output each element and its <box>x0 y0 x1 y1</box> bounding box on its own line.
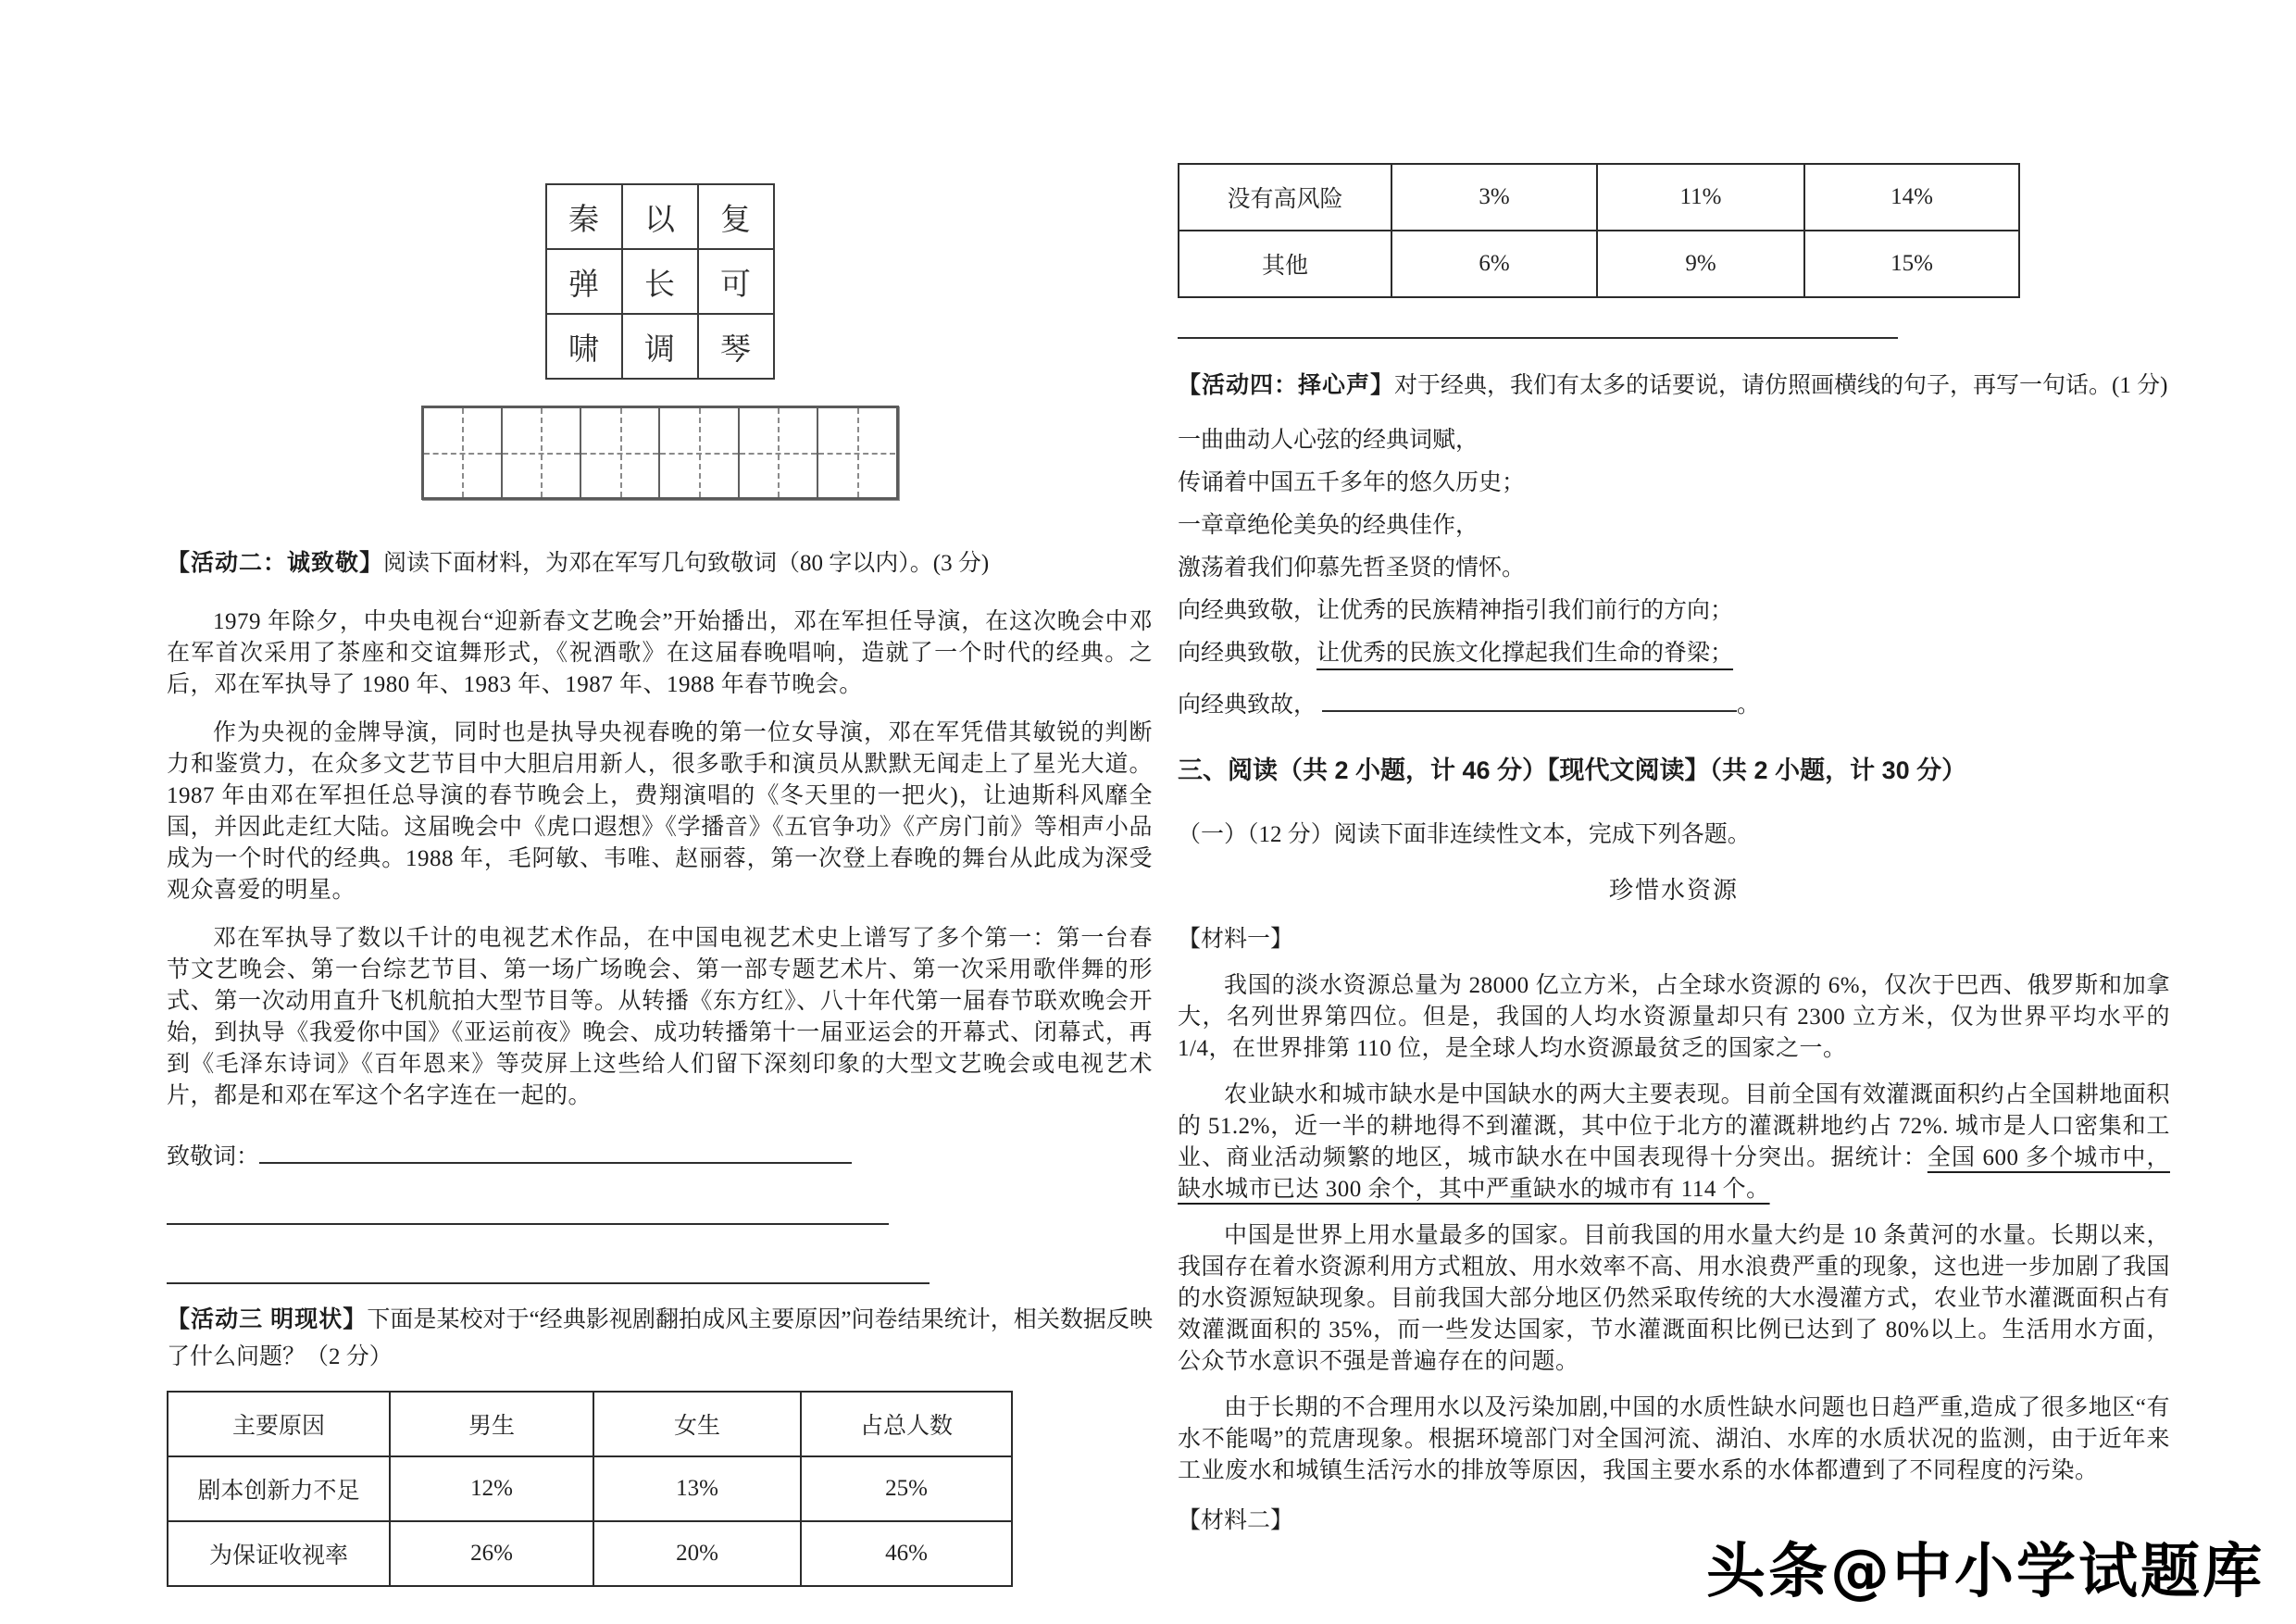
table-cell: 14% <box>1804 164 2019 231</box>
table-header-cell: 女生 <box>593 1392 801 1456</box>
writing-cell <box>503 408 581 497</box>
underlined-statistic: 全国 600 多个城市中，缺水城市已达 300 余个，其中严重缺水的城市有 114 个。 <box>1178 1145 2170 1202</box>
activity2-heading: 【活动二：诚致敬】阅读下面材料，为邓在军写几句致敬词（80 字以内）。(3 分) <box>167 550 990 576</box>
risk-survey-table <box>1178 163 2020 298</box>
table-header-cell: 男生 <box>390 1392 593 1456</box>
tribute-answer-line <box>167 1136 1153 1171</box>
answer-blank-line <box>167 1282 930 1284</box>
poem-block <box>1178 429 2170 717</box>
writing-cell <box>424 408 503 497</box>
writing-cell <box>740 408 818 497</box>
char-grid-cell: 弹 <box>546 249 622 314</box>
char-grid-cell: 秦 <box>546 184 622 249</box>
poem-line: 一章章绝伦美奂的经典佳作， <box>1178 513 1479 538</box>
left-column <box>167 183 1153 1587</box>
material1-paragraph: 我国的淡水资源总量为 28000 亿立方米，占全球水资源的 6%，仅次于巴西、俄罗斯和加拿大，名列世界第四位。但是，我国的人均水资源量却只有 2300 立方米，仅为世界平均水平的 1/4，在世界排第 110 位，是全球人均水资源最贫乏的国家之一。 <box>1178 973 2170 1061</box>
answer-blank-line <box>167 1223 889 1225</box>
activity4-heading-tag: 【活动四：择心声】 <box>1178 372 1395 398</box>
activity2-heading-tag: 【活动二：诚致敬】 <box>167 550 384 576</box>
table-cell: 9% <box>1597 231 1804 297</box>
table-cell: 3% <box>1391 164 1597 231</box>
poem-line: 向经典致敬，让优秀的民族精神指引我们前行的方向； <box>1178 598 1734 623</box>
table-cell: 6% <box>1391 231 1597 297</box>
writing-cell <box>581 408 660 497</box>
table-header-cell: 主要原因 <box>168 1392 390 1456</box>
section3-heading: 三、阅读（共 2 小题，计 46 分）【现代文阅读】（共 2 小题，计 30 分） <box>1178 756 1967 784</box>
char-grid-cell: 琴 <box>698 314 774 379</box>
survey-table <box>167 1391 1013 1587</box>
material1-paragraph: 由于长期的不合理用水以及污染加剧,中国的水质性缺水问题也日趋严重,造成了很多地区“有水不能喝”的荒唐现象。根据环境部门对全国河流、湖泊、水库的水质状况的监测，由于近年来工业废水和城镇生活污水的排放等原因，我国主要水系的水体都遭到了不同程度的污染。 <box>1178 1395 2170 1483</box>
table-cell: 20% <box>593 1521 801 1586</box>
table-cell: 剧本创新力不足 <box>168 1456 390 1521</box>
activity3-heading-tag: 【活动三 明现状】 <box>167 1306 368 1332</box>
tribute-answer-blank <box>259 1136 852 1164</box>
right-column <box>1178 163 2170 1537</box>
subsection1-line: （一）（12 分）阅读下面非连续性文本，完成下列各题。 <box>1178 822 1751 847</box>
activity2-paragraph: 1979 年除夕，中央电视台“迎新春文艺晚会”开始播出，邓在军担任导演，在这次晚会中邓在军首次采用了茶座和交谊舞形式，《祝酒歌》在这届春晚唱响，造就了一个时代的经典。之后，邓在军执导了 1980 年、1983 年、1987 年、1988 年春节晚会。 <box>167 609 1153 697</box>
material1-paragraph: 中国是世界上用水量最多的国家。目前我国的用水量大约是 10 条黄河的水量。长期以来，我国存在着水资源利用方式粗放、用水效率不高、用水浪费严重的现象，这也进一步加剧了我国的水资源短缺现象。目前我国大部分地区仍然采取传统的大水漫灌方式，农业节水灌溉面积占有效灌溉面积的 35%，而一些发达国家，节水灌溉面积比例已达到了 80%以上。生活用水方面，公众节水意识不强是普遍存在的问题。 <box>1178 1223 2170 1374</box>
table-cell: 12% <box>390 1456 593 1521</box>
table-header-cell: 占总人数 <box>801 1392 1012 1456</box>
watermark-logo: 头条@中小学试题库 <box>1706 1538 2265 1606</box>
writing-practice-grid <box>421 406 899 500</box>
char-grid-cell: 长 <box>622 249 698 314</box>
table-cell: 26% <box>390 1521 593 1586</box>
tribute-label: 致敬词： <box>167 1144 260 1169</box>
table-cell: 15% <box>1804 231 2019 297</box>
passage-title: 珍惜水资源 <box>1608 877 1739 904</box>
activity3-heading: 【活动三 明现状】下面是某校对于“经典影视剧翻拍成风主要原因”问卷结果统计，相关数据反映了什么问题？（2 分） <box>167 1306 1153 1369</box>
table-cell: 13% <box>593 1456 801 1521</box>
answer-blank-line <box>1178 337 1898 339</box>
material2-label: 【材料二】 <box>1178 1508 1294 1533</box>
char-grid-cell: 以 <box>622 184 698 249</box>
activity4-heading: 【活动四：择心声】对于经典，我们有太多的话要说，请仿照画横线的句子，再写一句话。(1 分) <box>1178 372 2168 398</box>
poem-line: 传诵着中国五千多年的悠久历史； <box>1178 470 1526 495</box>
material1-label: 【材料一】 <box>1178 927 1294 952</box>
table-row <box>1179 231 2019 297</box>
poem-line-blank: 向经典致故， 。 <box>1178 684 2170 717</box>
table-cell: 46% <box>801 1521 1012 1586</box>
table-cell: 没有高风险 <box>1179 164 1391 231</box>
table-cell: 其他 <box>1179 231 1391 297</box>
poem-line-underlined: 向经典致敬，让优秀的民族文化撑起我们生命的脊梁； <box>1178 641 1734 666</box>
underlined-model-sentence: 让优秀的民族文化撑起我们生命的脊梁； <box>1316 641 1734 666</box>
activity2-paragraph: 作为央视的金牌导演，同时也是执导央视春晚的第一位女导演，邓在军凭借其敏锐的判断力和鉴赏力，在众多文艺节目中大胆启用新人，很多歌手和演员从默默无闻走上了星光大道。1987 年由邓在军担任总导演的春节晚会上，费翔演唱的《冬天里的一把火)，让迪斯科风靡全国，并因此走红大陆。这届晚会中《虎口遐想》《学播音》《五官争功》《产房门前》等相声小品成为一个时代的经典。1988 年，毛阿敏、韦唯、赵丽蓉，第一次登上春晚的舞台从此成为深受观众喜爱的明星。 <box>167 720 1153 903</box>
char-grid-cell: 可 <box>698 249 774 314</box>
poem-answer-blank <box>1322 684 1737 712</box>
char-grid-cell: 调 <box>622 314 698 379</box>
char-grid-cell: 啸 <box>546 314 622 379</box>
table-cell: 25% <box>801 1456 1012 1521</box>
writing-cell <box>660 408 739 497</box>
table-row <box>1179 164 2019 231</box>
material1-paragraph: 农业缺水和城市缺水是中国缺水的两大主要表现。目前全国有效灌溉面积约占全国耕地面积的 51.2%，近一半的耕地得不到灌溉，其中位于北方的灌溉耕地约占 72%. 城市是人口密集和工业、商业活动频繁的地区，城市缺水在中国表现得十分突出。据统计：全国 600 多个城市中，缺水城市已达 300 余个，其中严重缺水的城市有 114 个。 <box>1178 1082 2170 1202</box>
poem-line: 一曲曲动人心弦的经典词赋， <box>1178 428 1479 453</box>
table-cell: 11% <box>1597 164 1804 231</box>
writing-cell <box>818 408 895 497</box>
table-cell: 为保证收视率 <box>168 1521 390 1586</box>
table-row <box>168 1456 1012 1521</box>
table-row <box>168 1392 1012 1456</box>
activity2-paragraph: 邓在军执导了数以千计的电视艺术作品，在中国电视艺术史上谱写了多个第一：第一台春节文艺晚会、第一台综艺节目、第一场广场晚会、第一部专题艺术片、第一次采用歌伴舞的形式、第一次动用直升飞机航拍大型节目等。从转播《东方红》、八十年代第一届春节联欢晚会开始，到执导《我爱你中国》《亚运前夜》晚会、成功转播第十一届亚运会的开幕式、闭幕式，再到《毛泽东诗词》《百年恩来》等荧屏上这些给人们留下深刻印象的大型文艺晚会或电视艺术片，都是和邓在军这个名字连在一起的。 <box>167 926 1153 1108</box>
character-grid <box>545 183 775 380</box>
poem-line: 激荡着我们仰慕先哲圣贤的情怀。 <box>1178 556 1526 581</box>
table-row <box>168 1521 1012 1586</box>
char-grid-cell: 复 <box>698 184 774 249</box>
